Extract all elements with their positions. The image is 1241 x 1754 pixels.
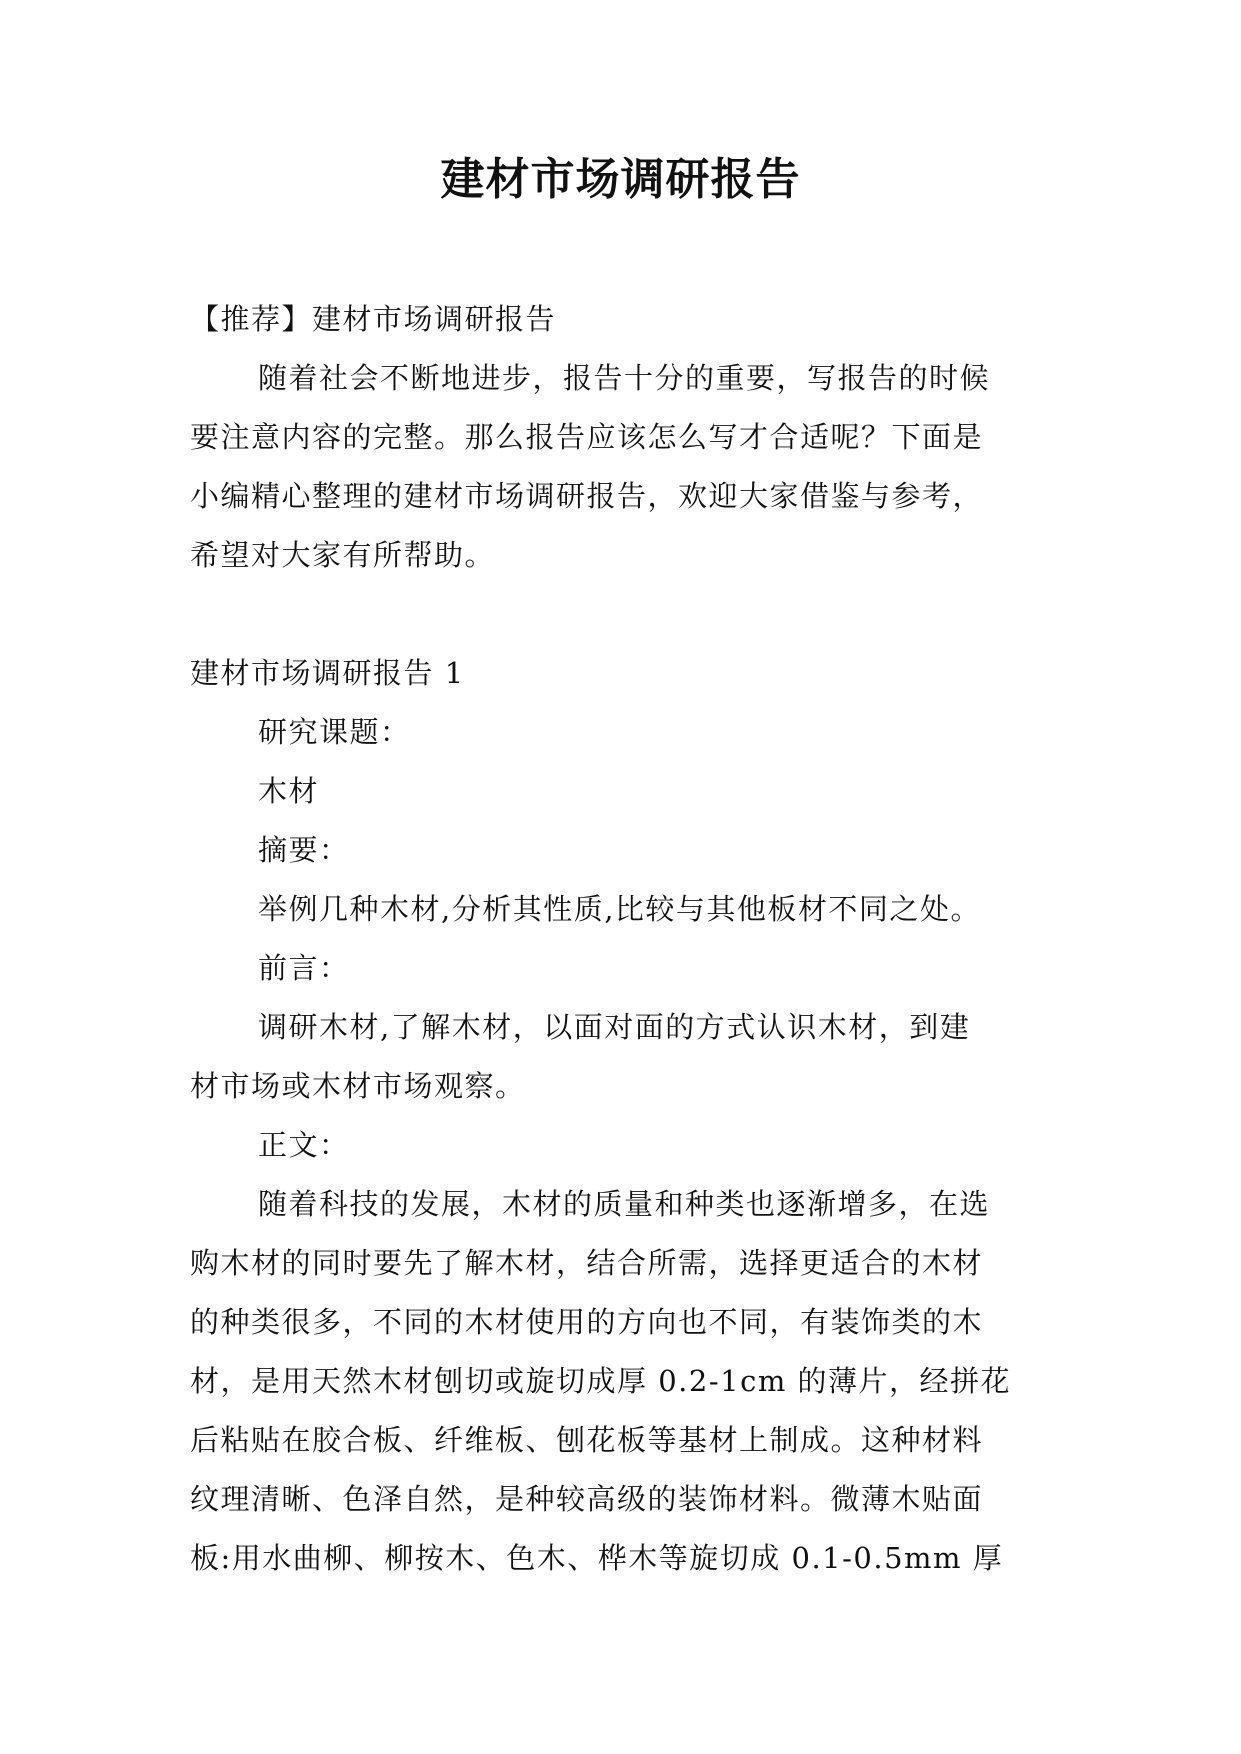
text-line: 的种类很多，不同的木材使用的方向也不同，有装饰类的木 <box>190 1305 984 1339</box>
text-line: 要注意内容的完整。那么报告应该怎么写才合适呢？下面是 <box>190 420 984 454</box>
text-line: 木材 <box>258 774 320 808</box>
text-line: 建材市场调研报告 1 <box>190 656 465 690</box>
text-line: 板:用水曲柳、柳按木、色木、桦木等旋切成 0.1-0.5mm 厚 <box>190 1541 1004 1575</box>
document-title: 建材市场调研报告 <box>440 154 801 205</box>
text-line: 举例几种木材,分析其性质,比较与其他板材不同之处。 <box>258 892 981 926</box>
text-line: 【推荐】建材市场调研报告 <box>190 302 557 336</box>
text-line: 小编精心整理的建材市场调研报告，欢迎大家借鉴与参考， <box>190 479 984 513</box>
text-line: 正文： <box>258 1128 350 1162</box>
text-line: 材，是用天然木材刨切或旋切成厚 0.2-1cm 的薄片，经拼花 <box>190 1364 1012 1398</box>
document-body <box>190 290 1060 1588</box>
text-line: 购木材的同时要先了解木材，结合所需，选择更适合的木材 <box>190 1246 984 1280</box>
text-line: 材市场或木材市场观察。 <box>190 1069 526 1103</box>
paragraph-gap <box>190 585 1060 644</box>
text-line: 纹理清晰、色泽自然，是种较高级的装饰材料。微薄木贴面 <box>190 1482 984 1516</box>
text-line: 研究课题： <box>258 715 411 749</box>
text-line: 调研木材,了解木材，以面对面的方式认识木材，到建 <box>258 1010 971 1044</box>
text-line: 希望对大家有所帮助。 <box>190 538 496 572</box>
text-line: 后粘贴在胶合板、纤维板、刨花板等基材上制成。这种材料 <box>190 1423 984 1457</box>
text-line: 随着科技的发展，木材的质量和种类也逐渐增多，在选 <box>258 1187 991 1221</box>
text-line: 前言： <box>258 951 350 985</box>
text-line: 随着社会不断地进步，报告十分的重要，写报告的时候 <box>258 361 991 395</box>
text-line: 摘要： <box>258 833 350 867</box>
